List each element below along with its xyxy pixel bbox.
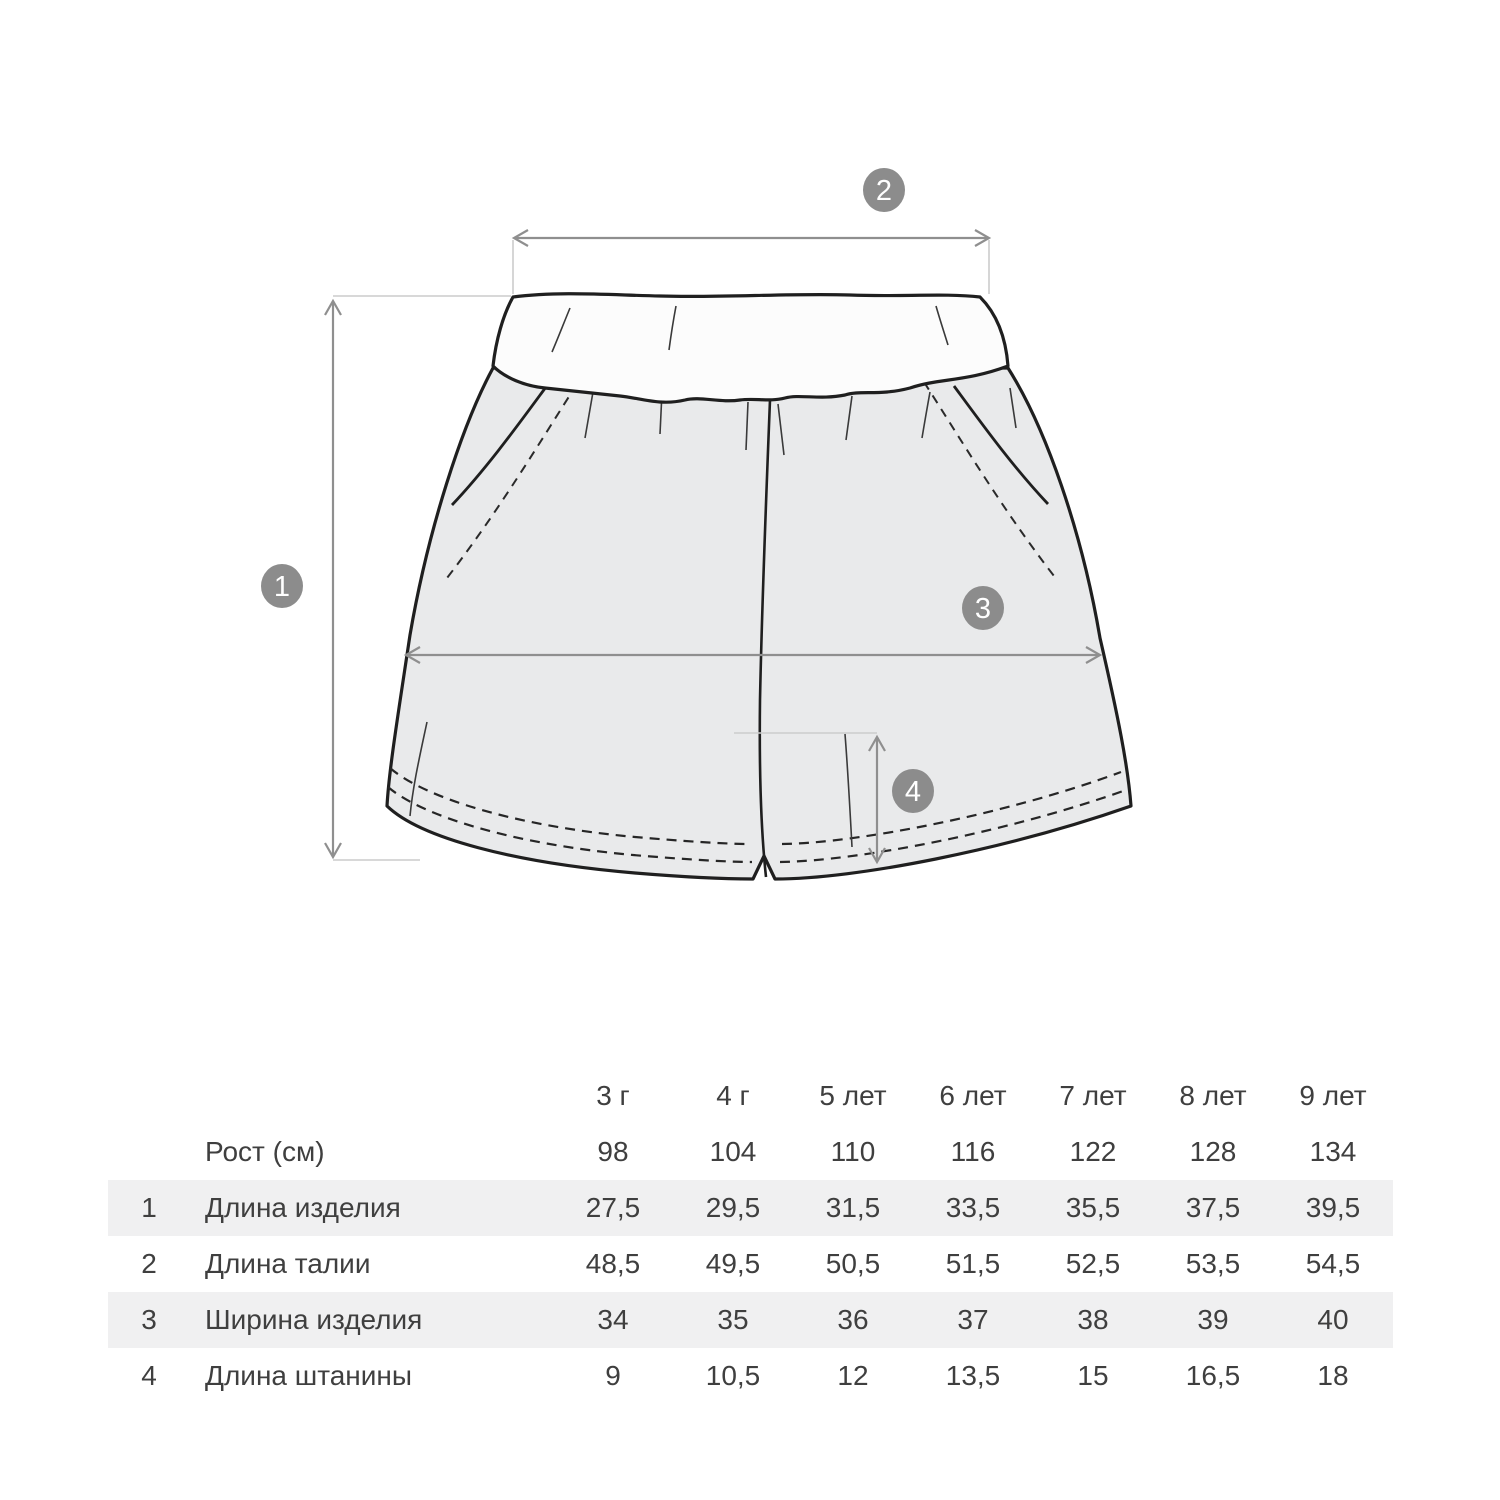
dimension-arrow-1 [325, 301, 341, 857]
row-num: 4 [141, 1360, 157, 1391]
cell-value: 36 [837, 1304, 869, 1335]
col-header-age: 9 лет [1299, 1080, 1367, 1111]
cell-value: 15 [1077, 1360, 1109, 1391]
table-row-product-length [108, 1180, 1393, 1236]
cell-value: 39 [1197, 1304, 1229, 1335]
measurement-badge-3 [962, 586, 1004, 630]
height-value: 116 [950, 1136, 996, 1167]
col-header-age: 4 г [716, 1080, 750, 1111]
cell-value: 52,5 [1065, 1248, 1121, 1279]
height-row [108, 1124, 1393, 1180]
badge-number-1: 1 [273, 571, 291, 603]
cell-value: 9 [605, 1360, 621, 1391]
cell-value: 37 [957, 1304, 989, 1335]
cell-value: 40 [1317, 1304, 1349, 1335]
cell-value: 16,5 [1185, 1360, 1241, 1391]
badge-number-4: 4 [904, 776, 922, 808]
cell-value: 33,5 [945, 1192, 1001, 1223]
col-header-age: 7 лет [1059, 1080, 1127, 1111]
cell-value: 27,5 [585, 1192, 641, 1223]
cell-value: 35,5 [1065, 1192, 1121, 1223]
col-header-age: 3 г [596, 1080, 630, 1111]
height-value: 98 [597, 1136, 629, 1167]
measurement-badge-2 [863, 168, 905, 212]
row-label: Длина талии [205, 1248, 371, 1279]
table-header-row [108, 1068, 1393, 1124]
cell-value: 54,5 [1305, 1248, 1361, 1279]
badge-number-2: 2 [875, 175, 893, 207]
height-row-label: Рост (см) [205, 1136, 325, 1167]
row-num: 2 [141, 1248, 157, 1279]
cell-value: 35 [717, 1304, 749, 1335]
cell-value: 12 [837, 1360, 869, 1391]
cell-value: 34 [597, 1304, 629, 1335]
cell-value: 18 [1317, 1360, 1349, 1391]
height-value: 104 [709, 1136, 757, 1167]
cell-value: 29,5 [705, 1192, 761, 1223]
height-value: 122 [1069, 1136, 1117, 1167]
badge-number-3: 3 [974, 593, 992, 625]
col-header-age: 5 лет [819, 1080, 887, 1111]
cell-value: 31,5 [825, 1192, 881, 1223]
table-row-product-width [108, 1292, 1393, 1348]
cell-value: 50,5 [825, 1248, 881, 1279]
cell-value: 53,5 [1185, 1248, 1241, 1279]
row-num: 1 [141, 1192, 157, 1223]
dimension-arrow-2 [514, 230, 989, 246]
col-header-age: 6 лет [939, 1080, 1007, 1111]
cell-value: 48,5 [585, 1248, 641, 1279]
size-table [108, 1068, 1393, 1404]
height-value: 134 [1309, 1136, 1357, 1167]
row-label: Длина штанины [205, 1360, 412, 1391]
shorts-body [387, 368, 1131, 879]
row-num: 3 [141, 1304, 157, 1335]
cell-value: 49,5 [705, 1248, 761, 1279]
cell-value: 10,5 [705, 1360, 761, 1391]
height-value: 128 [1189, 1136, 1237, 1167]
table-row-waist-length [108, 1236, 1393, 1292]
measurement-badge-4 [892, 769, 934, 813]
cell-value: 37,5 [1185, 1192, 1241, 1223]
row-label: Ширина изделия [205, 1304, 423, 1335]
col-header-age: 8 лет [1179, 1080, 1247, 1111]
cell-value: 39,5 [1305, 1192, 1361, 1223]
cell-value: 13,5 [945, 1360, 1001, 1391]
table-row-leg-length [108, 1348, 1393, 1404]
cell-value: 38 [1077, 1304, 1109, 1335]
measurement-badge-1 [261, 564, 303, 608]
row-label: Длина изделия [205, 1192, 401, 1223]
height-value: 110 [830, 1136, 876, 1167]
cell-value: 51,5 [945, 1248, 1001, 1279]
